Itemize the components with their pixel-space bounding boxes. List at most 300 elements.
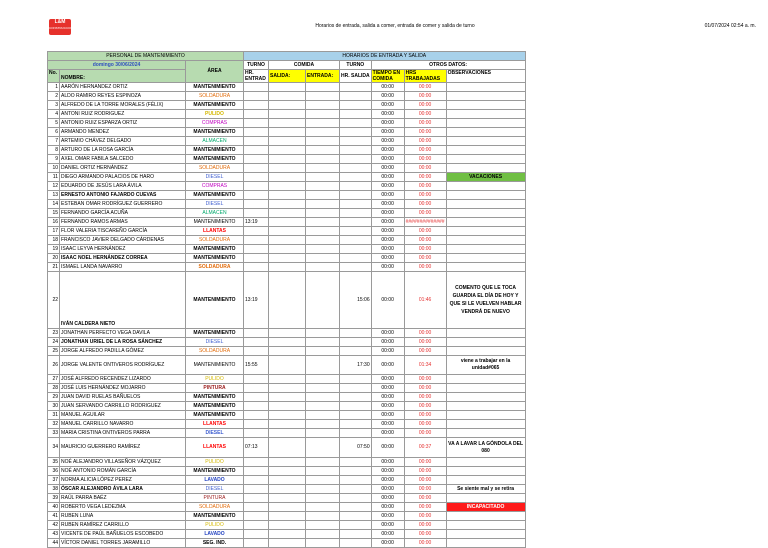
salida-comida-cell <box>269 458 306 467</box>
employee-name: MANUEL AGUILAR <box>60 411 186 420</box>
observaciones-cell <box>446 420 525 429</box>
salida-turno-cell <box>340 485 372 494</box>
table-row <box>48 218 526 227</box>
entrada-cell <box>244 227 269 236</box>
observaciones-cell <box>446 191 525 200</box>
salida-comida-cell <box>269 420 306 429</box>
table-row <box>48 338 526 347</box>
area-cell: MANTENIMIENTO <box>186 402 244 411</box>
row-number: 28 <box>48 384 60 393</box>
area-cell: MANTENIMIENTO <box>186 411 244 420</box>
area-cell: LAVADO <box>186 530 244 539</box>
area-cell: SOLDADURA <box>186 164 244 173</box>
salida-comida-cell <box>269 393 306 402</box>
row-number: 9 <box>48 155 60 164</box>
row-number: 3 <box>48 101 60 110</box>
row-number: 18 <box>48 236 60 245</box>
report-date: domingo 30/06/2024 <box>48 61 186 70</box>
salida-turno-cell <box>340 384 372 393</box>
tiempo-comida-cell: 00:00 <box>371 476 404 485</box>
hrs-trabajadas-cell: 00:00 <box>404 182 446 191</box>
hrs-trabajadas-cell: 00:00 <box>404 512 446 521</box>
tiempo-comida-cell: 00:00 <box>371 438 404 458</box>
entrada-comida-cell <box>306 119 340 128</box>
area-cell: DIESEL <box>186 429 244 438</box>
tiempo-comida-cell: 00:00 <box>371 272 404 329</box>
salida-comida-cell <box>269 485 306 494</box>
entrada-cell <box>244 329 269 338</box>
salida-turno-cell <box>340 227 372 236</box>
tiempo-comida-cell: 00:00 <box>371 110 404 119</box>
employee-name: MAURICIO GUERRERO RAMÍREZ <box>60 438 186 458</box>
salida-comida-cell <box>269 128 306 137</box>
logo-main-text: L&M <box>54 19 66 25</box>
entrada-cell <box>244 521 269 530</box>
row-number: 21 <box>48 263 60 272</box>
row-number: 33 <box>48 429 60 438</box>
entrada-cell <box>244 173 269 182</box>
entrada-comida-cell <box>306 218 340 227</box>
salida-turno-cell <box>340 182 372 191</box>
entrada-cell: 13:19 <box>244 218 269 227</box>
entrada-comida-cell <box>306 402 340 411</box>
table-row <box>48 128 526 137</box>
row-number: 12 <box>48 182 60 191</box>
row-number: 24 <box>48 338 60 347</box>
area-cell: PINTURA <box>186 384 244 393</box>
table-row <box>48 227 526 236</box>
employee-name: RAÚL PARRA BAÉZ <box>60 494 186 503</box>
hrs-trabajadas-cell: 00:00 <box>404 411 446 420</box>
entrada-comida-cell <box>306 393 340 402</box>
entrada-cell <box>244 402 269 411</box>
hrs-trabajadas-cell: 00:00 <box>404 173 446 182</box>
area-cell: LAVADO <box>186 476 244 485</box>
entrada-comida-cell <box>306 458 340 467</box>
entrada-comida-cell <box>306 539 340 548</box>
employee-name: ÓSCAR ALEJANDRO ÁVILA LARA <box>60 485 186 494</box>
row-number: 37 <box>48 476 60 485</box>
area-cell: MANTENIMIENTO <box>186 155 244 164</box>
employee-name: MANUEL CARRILLO NAVARRO <box>60 420 186 429</box>
observaciones-cell <box>446 182 525 191</box>
area-cell: PULIDO <box>186 521 244 530</box>
salida-comida-cell <box>269 164 306 173</box>
observaciones-cell: VACACIONES <box>446 173 525 182</box>
salida-turno-cell <box>340 245 372 254</box>
employee-name: DANIEL ORTIZ HERNÁNDEZ <box>60 164 186 173</box>
observaciones-cell <box>446 83 525 92</box>
entrada-cell <box>244 245 269 254</box>
entrada-comida-cell <box>306 503 340 512</box>
tiempo-comida-cell: 00:00 <box>371 245 404 254</box>
salida-header: SALIDA: <box>269 70 306 83</box>
observaciones-cell <box>446 236 525 245</box>
employee-name: FERNANDO GARCÍA ACUÑA <box>60 209 186 218</box>
table-row <box>48 494 526 503</box>
employee-name: ARTURO DE LA ROSA GARCÍA <box>60 146 186 155</box>
hrs-trabajadas-cell: 00:00 <box>404 92 446 101</box>
area-cell: MANTENIMIENTO <box>186 146 244 155</box>
entrada-comida-cell <box>306 146 340 155</box>
entrada-cell <box>244 458 269 467</box>
hrs-trabajadas-cell: 00:00 <box>404 209 446 218</box>
area-cell: LLANTAS <box>186 420 244 429</box>
entrada-cell <box>244 503 269 512</box>
area-header: ÁREA <box>186 61 244 83</box>
table-row <box>48 393 526 402</box>
table-row <box>48 402 526 411</box>
entrada-comida-cell <box>306 530 340 539</box>
tiempo-comida-cell: 00:00 <box>371 393 404 402</box>
observaciones-cell <box>446 146 525 155</box>
observaciones-cell <box>446 375 525 384</box>
salida-comida-cell <box>269 411 306 420</box>
table-row <box>48 83 526 92</box>
area-cell: MANTENIMIENTO <box>186 393 244 402</box>
salida-turno-cell <box>340 83 372 92</box>
entrada-comida-cell <box>306 191 340 200</box>
observaciones-cell: VA A LAVAR LA GÓNDOLA DEL 080 <box>446 438 525 458</box>
entrada-comida-cell <box>306 173 340 182</box>
observaciones-cell: INCAPACITADO <box>446 503 525 512</box>
salida-turno-cell <box>340 119 372 128</box>
employee-name: EDUARDO DE JESÚS LARA ÁVILA <box>60 182 186 191</box>
row-number: 23 <box>48 329 60 338</box>
tiempo-comida-cell: 00:00 <box>371 494 404 503</box>
hrs-trabajadas-cell: 00:00 <box>404 476 446 485</box>
salida-turno-cell <box>340 137 372 146</box>
salida-turno-cell <box>340 218 372 227</box>
salida-turno-cell <box>340 164 372 173</box>
table-row <box>48 92 526 101</box>
salida-turno-cell <box>340 411 372 420</box>
observaciones-cell <box>446 402 525 411</box>
row-number: 32 <box>48 420 60 429</box>
salida-turno-cell <box>340 402 372 411</box>
table-row <box>48 347 526 356</box>
salida-comida-cell <box>269 375 306 384</box>
row-number: 40 <box>48 503 60 512</box>
entrada-comida-cell <box>306 329 340 338</box>
table-row <box>48 155 526 164</box>
row-number: 36 <box>48 467 60 476</box>
employee-name: RUBEN LUNA <box>60 512 186 521</box>
salida-turno-cell <box>340 494 372 503</box>
hrs-trabajadas-cell: ############## <box>405 218 445 225</box>
tiempo-comida-cell: 00:00 <box>371 254 404 263</box>
hrs-trabajadas-cell: 00:00 <box>404 402 446 411</box>
salida-turno-cell <box>340 393 372 402</box>
observaciones-header: OBSERVACIONES <box>446 70 525 83</box>
tiempo-comida-cell: 00:00 <box>371 411 404 420</box>
table-row <box>48 173 526 182</box>
employee-name: IVÁN CALDERA NIETO <box>60 272 186 329</box>
entrada-cell: 15:55 <box>244 356 269 375</box>
observaciones-cell <box>446 263 525 272</box>
tiempo-comida-cell: 00:00 <box>371 420 404 429</box>
row-number: 35 <box>48 458 60 467</box>
salida-comida-cell <box>269 236 306 245</box>
entrada-cell <box>244 236 269 245</box>
entrada-cell <box>244 200 269 209</box>
hrs-trabajadas-cell: 00:37 <box>404 438 446 458</box>
hrs-trabajadas-cell: 00:00 <box>404 429 446 438</box>
employee-name: JOSÉ ALFREDO RECENDEZ LIZARDO <box>60 375 186 384</box>
turno-salida-header: TURNO <box>340 61 372 70</box>
employee-name: JORGE ALFREDO PADILLA GÓMEZ <box>60 347 186 356</box>
area-cell: MANTENIMIENTO <box>186 83 244 92</box>
table-row <box>48 530 526 539</box>
observaciones-cell <box>446 347 525 356</box>
table-row <box>48 191 526 200</box>
area-cell: MANTENIMIENTO <box>186 272 244 329</box>
salida-turno-cell <box>340 191 372 200</box>
hrs-trabajadas-cell: 00:00 <box>404 521 446 530</box>
row-number: 11 <box>48 173 60 182</box>
entrada-comida-cell <box>306 438 340 458</box>
observaciones-cell <box>446 137 525 146</box>
tiempo-comida-cell: 00:00 <box>371 347 404 356</box>
tiempo-comida-cell: 00:00 <box>371 539 404 548</box>
row-number: 7 <box>48 137 60 146</box>
tiempo-comida-cell: 00:00 <box>371 128 404 137</box>
table-row <box>48 254 526 263</box>
salida-turno-cell: 15:06 <box>340 272 372 329</box>
entrada-cell <box>244 420 269 429</box>
table-row <box>48 467 526 476</box>
entrada-comida-cell <box>306 227 340 236</box>
area-cell: PINTURA <box>186 494 244 503</box>
entrada-cell <box>244 467 269 476</box>
page-title: Horarios de entrada, salida a comer, entrada de comer y salida de turno <box>315 23 475 29</box>
salida-comida-cell <box>269 329 306 338</box>
tiempo-comida-cell: 00:00 <box>371 458 404 467</box>
entrada-comida-cell <box>306 128 340 137</box>
entrada-cell <box>244 494 269 503</box>
hrs-trabajadas-cell: 00:00 <box>404 227 446 236</box>
employee-name: ALFREDO DE LA TORRE MORALES (FÉLIX) <box>60 101 186 110</box>
entrada-cell <box>244 191 269 200</box>
salida-comida-cell <box>269 173 306 182</box>
row-number: 42 <box>48 521 60 530</box>
entrada-comida-cell <box>306 272 340 329</box>
observaciones-cell <box>446 393 525 402</box>
employee-name: NOÉ ANTONIO ROMÁN GARCÍA <box>60 467 186 476</box>
tiempo-comida-cell: 00:00 <box>371 164 404 173</box>
hrs-trabajadas-cell: 00:00 <box>404 137 446 146</box>
hrs-trabajadas-cell: 00:00 <box>404 236 446 245</box>
area-cell: COMPRAS <box>186 119 244 128</box>
entrada-cell <box>244 101 269 110</box>
employee-name: ANTONI RUIZ RODRIGUEZ <box>60 110 186 119</box>
entrada-comida-cell <box>306 110 340 119</box>
area-cell: MANTENIMIENTO <box>186 329 244 338</box>
entrada-cell <box>244 485 269 494</box>
entrada-cell <box>244 110 269 119</box>
entrada-comida-cell <box>306 245 340 254</box>
observaciones-cell <box>446 512 525 521</box>
table-row <box>48 411 526 420</box>
entrada-comida-cell <box>306 485 340 494</box>
salida-turno-cell <box>340 503 372 512</box>
observaciones-cell <box>446 467 525 476</box>
table-row <box>48 420 526 429</box>
nombre-header: NOMBRE: <box>60 70 186 83</box>
tiempo-comida-cell: 00:00 <box>371 530 404 539</box>
area-cell: MANTENIMIENTO <box>186 356 244 375</box>
salida-turno-cell <box>340 110 372 119</box>
entrada-cell <box>244 512 269 521</box>
hrs-trabajadas-cell: 00:00 <box>404 329 446 338</box>
entrada-comida-cell <box>306 200 340 209</box>
salida-comida-cell <box>269 503 306 512</box>
tiempo-comida-cell: 00:00 <box>371 182 404 191</box>
entrada-cell <box>244 92 269 101</box>
table-row <box>48 245 526 254</box>
entrada-cell <box>244 155 269 164</box>
entrada-cell <box>244 146 269 155</box>
salida-turno-cell <box>340 128 372 137</box>
table-row <box>48 209 526 218</box>
observaciones-cell <box>446 245 525 254</box>
tiempo-comida-cell: 00:00 <box>371 155 404 164</box>
area-cell: ALMACEN <box>186 137 244 146</box>
entrada-comida-cell <box>306 429 340 438</box>
area-cell: MANTENIMIENTO <box>186 254 244 263</box>
area-cell: SOLDADURA <box>186 263 244 272</box>
area-cell: SOLDADURA <box>186 347 244 356</box>
tiempo-comida-cell: 00:00 <box>371 512 404 521</box>
salida-turno-cell <box>340 429 372 438</box>
hrs-trabajadas-cell: 00:00 <box>404 200 446 209</box>
observaciones-cell <box>446 411 525 420</box>
area-cell: SOLDADURA <box>186 236 244 245</box>
row-number: 44 <box>48 539 60 548</box>
entrada-cell <box>244 182 269 191</box>
entrada-cell <box>244 254 269 263</box>
employee-name: JUAN DAVID RUELAS BAÑUELOS <box>60 393 186 402</box>
entrada-comida-cell <box>306 375 340 384</box>
entrada-cell: 07:13 <box>244 438 269 458</box>
observaciones-cell <box>446 110 525 119</box>
salida-comida-cell <box>269 521 306 530</box>
observaciones-cell <box>446 329 525 338</box>
tiempo-comida-cell: 00:00 <box>371 218 404 227</box>
observaciones-cell: viene a trabajar en la unidad#065 <box>446 356 525 375</box>
row-number: 26 <box>48 356 60 375</box>
entrada-comida-cell <box>306 155 340 164</box>
table-row <box>48 429 526 438</box>
row-number: 5 <box>48 119 60 128</box>
entrada-comida-cell <box>306 137 340 146</box>
observaciones-cell <box>446 101 525 110</box>
employee-name: ALDO RAMIRO REYES ESPINOZA <box>60 92 186 101</box>
row-number: 15 <box>48 209 60 218</box>
entrada-comida-cell <box>306 467 340 476</box>
observaciones-cell <box>446 530 525 539</box>
observaciones-cell: COMENTO QUE LE TOCA GUARDIA EL DÍA DE HOY Y QUE SI LE VUELVEN HABLAR VENDRÁ DE NUEVO <box>446 272 525 329</box>
table-row <box>48 164 526 173</box>
row-number: 17 <box>48 227 60 236</box>
hrs-trabajadas-cell: 00:00 <box>404 485 446 494</box>
schedule-table <box>47 51 526 548</box>
observaciones-cell: Se siente mal y se retira <box>446 485 525 494</box>
row-number: 39 <box>48 494 60 503</box>
table-row <box>48 375 526 384</box>
area-cell: LLANTAS <box>186 227 244 236</box>
tiempo-comida-cell: 00:00 <box>371 402 404 411</box>
salida-comida-cell <box>269 494 306 503</box>
observaciones-cell <box>446 254 525 263</box>
tiempo-comida-cell: 00:00 <box>371 467 404 476</box>
entrada-cell <box>244 128 269 137</box>
observaciones-cell <box>446 128 525 137</box>
salida-comida-cell <box>269 263 306 272</box>
hrs-trabajadas-cell: 00:00 <box>404 384 446 393</box>
row-number: 16 <box>48 218 60 227</box>
row-number: 22 <box>48 272 60 329</box>
entrada-comida-cell <box>306 338 340 347</box>
area-cell: SEG. IND. <box>186 539 244 548</box>
tiempo-comida-cell: 00:00 <box>371 209 404 218</box>
tiempo-comida-cell: 00:00 <box>371 263 404 272</box>
salida-comida-cell <box>269 476 306 485</box>
salida-comida-cell <box>269 467 306 476</box>
salida-turno-cell <box>340 200 372 209</box>
hrs-trabajadas-header: HRS TRABAJADAS <box>404 70 446 83</box>
employee-name: AARÓN HERNANDEZ ORTIZ <box>60 83 186 92</box>
area-cell: MANTENIMIENTO <box>186 128 244 137</box>
observaciones-cell <box>446 539 525 548</box>
salida-comida-cell <box>269 146 306 155</box>
salida-turno-cell: 17:30 <box>340 356 372 375</box>
area-cell: SOLDADURA <box>186 503 244 512</box>
employee-name: JONATHAN URIEL DE LA ROSA SÁNCHEZ <box>60 338 186 347</box>
area-cell: COMPRAS <box>186 182 244 191</box>
entrada-cell <box>244 338 269 347</box>
entrada-cell: 13:19 <box>244 272 269 329</box>
entrada-cell <box>244 375 269 384</box>
entrada-comida-cell <box>306 521 340 530</box>
hrs-trabajadas-cell: 00:00 <box>404 155 446 164</box>
row-number: 19 <box>48 245 60 254</box>
table-row <box>48 236 526 245</box>
employee-name: ROBERTO VEGA LEDEZMA <box>60 503 186 512</box>
table-row <box>48 485 526 494</box>
observaciones-cell <box>446 476 525 485</box>
employee-name: ISAAC LEYVA HERNÁNDEZ <box>60 245 186 254</box>
entrada-comida-cell <box>306 476 340 485</box>
table-row <box>48 539 526 548</box>
salida-turno-cell <box>340 92 372 101</box>
hrs-trabajadas-cell: 00:00 <box>404 128 446 137</box>
horarios-title: HORARIOS DE ENTRADA Y SALIDA <box>244 52 526 61</box>
salida-comida-cell <box>269 429 306 438</box>
entrada-comida-cell <box>306 164 340 173</box>
salida-comida-cell <box>269 347 306 356</box>
salida-comida-cell <box>269 218 306 227</box>
salida-turno-cell <box>340 254 372 263</box>
employee-name: ESTEBAN OMAR RODRÍGUEZ GUERRERO <box>60 200 186 209</box>
hrs-trabajadas-cell: 00:00 <box>404 101 446 110</box>
table-row <box>48 521 526 530</box>
tiempo-comida-cell: 00:00 <box>371 429 404 438</box>
entrada-comida-cell <box>306 384 340 393</box>
table-row <box>48 384 526 393</box>
area-cell: MANTENIMIENTO <box>186 101 244 110</box>
salida-turno-cell <box>340 476 372 485</box>
